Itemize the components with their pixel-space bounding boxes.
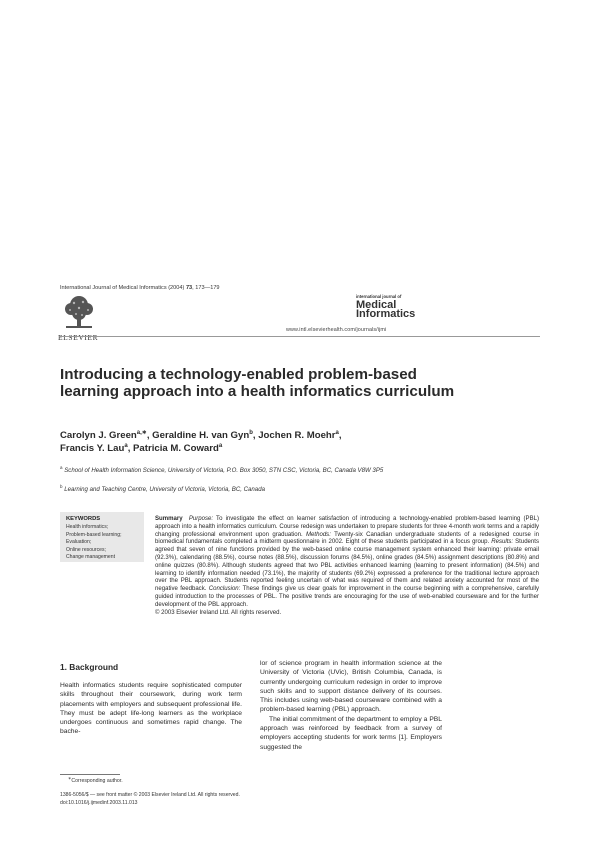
body-column-right xyxy=(260,659,442,752)
article-title: Introducing a technology-enabled problem-based learning approach into a health informatics curriculum xyxy=(60,366,455,400)
keywords-box xyxy=(60,512,144,562)
header-divider xyxy=(60,336,540,337)
author: Geraldine H. van Gyn$^b$, xyxy=(152,429,259,441)
journal-logo-title-medical: Medical xyxy=(356,299,397,311)
keyword: Change management xyxy=(66,554,115,561)
author-list xyxy=(60,430,480,455)
footnote: ∗Corresponding author. xyxy=(68,775,123,784)
body-paragraph: lor of science program in health information science at the University of Victoria (UVic), British Columbia, Canada, is currently undergoing curriculum redesign in order to improve such skills and to support distance delivery of its courses. This includes using web-based courseware combined with a problem-based learning (PBL) approach. xyxy=(260,660,442,714)
keyword: Problem-based learning; xyxy=(66,531,122,538)
abstract: Summary Purpose: To investigate the effect on learner satisfaction of introducing a technology-enabled problem-based learning (PBL) approach into a health informatics curriculum. Course redesign was undertaken to prepare students for three 4-month work terms and a rapidly changing professional environment upon graduation. Methods: Twenty-six Canadian undergraduate students of a redesigned course in biomedical fundamentals completed a midterm questionnaire in 2002. Eight of these students participated in a focus group. Results: Students agreed that seven of nine functions provided by the web-based online course management system enhanced their learning: private email (92.3%), calendaring (88.5%), course notes (88.5%), discussion forums (84.5%), online grades (84.5%) assignment descriptions (80.8%) and online quizzes (80.8%). Although students agreed that two PBL activities enhanced learning (learning to present information) (84.5%) and learning to identify information needed (73.1%), the majority of students (69.2%) expressed a preference for the traditional lecture approach over the PBL approach. Students reported feeling uncertain of what was required of them and related anxiety accounted for most of the negative feedback. Conclusion: These findings give us clear goals for improvement in the course beginning with a comprehensive, carefully guided introduction to the processes of PBL. The positive trends are encouraging for the use of web-enabled courseware and for the further development of the PBL approach. © 2003 Elsevier Ireland Ltd. All rights reserved. xyxy=(155,516,539,616)
journal-logo-title-informatics: Informatics xyxy=(356,308,416,320)
keywords-heading: KEYWORDS xyxy=(66,516,101,522)
keyword: Online resources; xyxy=(66,546,106,553)
body-paragraph: The initial commitment of the department to employ a PBL approach was reinforced by feedback from a survey of employers accepting students for work terms [1]. Employers suggested the xyxy=(260,715,442,751)
issn-line: 1386-5056/$ — see front matter © 2003 Elsevier Ireland Ltd. All rights reserved. xyxy=(60,792,240,798)
affiliation: $^b$ Learning and Teaching Centre, University of Victoria, Victoria, BC, Canada xyxy=(60,483,265,493)
author: Francis Y. Lau$^a$, xyxy=(60,442,134,454)
section-heading: 1. Background xyxy=(60,662,119,672)
keyword: Health informatics; xyxy=(66,524,109,530)
elsevier-tree-logo xyxy=(60,293,98,331)
doi-line[interactable]: doi:10.1016/j.ijmedinf.2003.11.013 xyxy=(60,800,138,806)
keyword: Evaluation; xyxy=(66,539,92,546)
author: Patricia M. Coward$^a$ xyxy=(133,442,223,454)
abstract-copyright: © 2003 Elsevier Ireland Ltd. All rights reserved. xyxy=(155,609,282,616)
body-column-left xyxy=(60,681,242,737)
journal-logo-kicker: international journal of xyxy=(356,294,402,299)
author: Carolyn J. Green$^{a,∗}$, xyxy=(60,429,153,441)
journal-url[interactable]: www.intl.elsevierhealth.com/journals/ijmi xyxy=(286,327,387,333)
body-paragraph: Health informatics students require sophisticated computer skills throughout their coursework, during work term placements with employers and subsequent professional life. They must be adept life-long learners as the workplace undergoes continuous and sometimes rapid change. The bache- xyxy=(60,682,242,736)
affiliation: $^a$ School of Health Information Science, University of Victoria, P.O. Box 3050, STN CSC, Victoria, BC, Canada V8W 3P5 xyxy=(60,464,384,474)
author: Jochen R. Moehr$^a$, xyxy=(258,429,342,441)
journal-citation: International Journal of Medical Informatics (2004) 73, 173—179 xyxy=(60,285,220,291)
publisher-name: ELSEVIER xyxy=(58,333,99,342)
